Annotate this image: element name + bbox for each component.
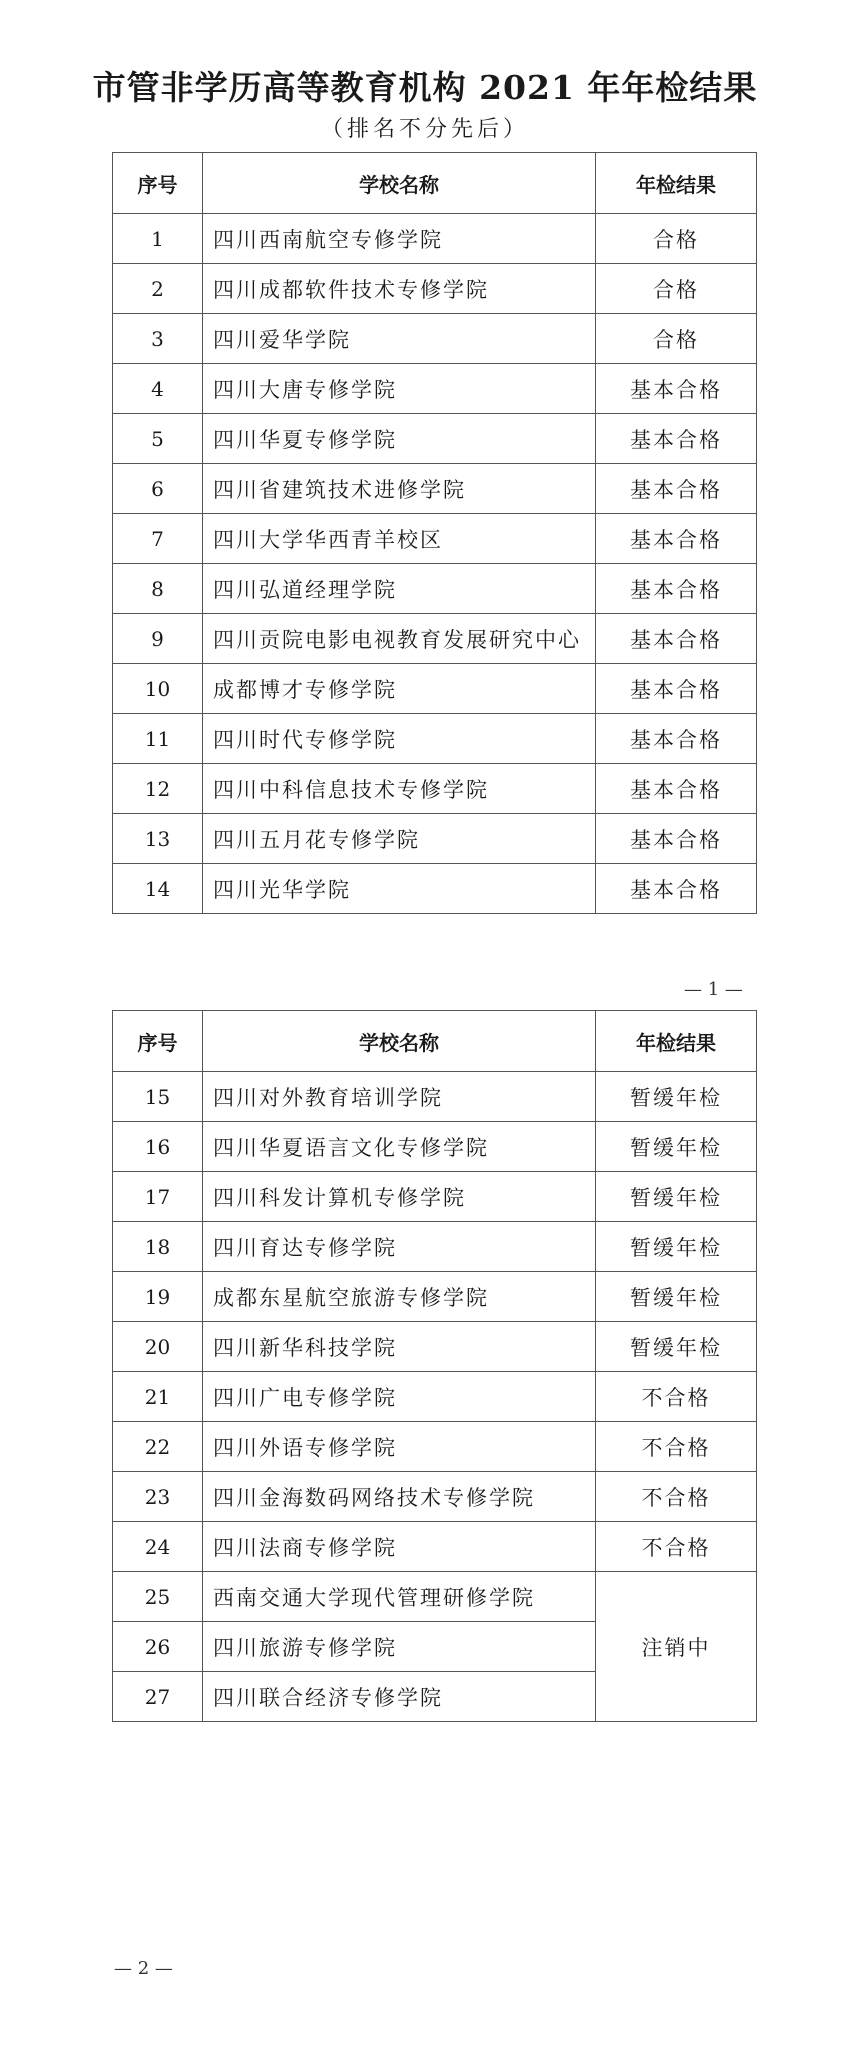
cell-inspection-result: 基本合格	[596, 364, 757, 414]
cell-school-name: 四川广电专修学院	[203, 1372, 596, 1422]
cell-school-name: 四川成都软件技术专修学院	[203, 264, 596, 314]
cell-serial-number: 8	[113, 564, 203, 614]
cell-serial-number: 22	[113, 1422, 203, 1472]
results-table-page-1	[112, 152, 757, 914]
cell-serial-number: 20	[113, 1322, 203, 1372]
table-row	[113, 1072, 757, 1122]
cell-school-name: 成都东星航空旅游专修学院	[203, 1272, 596, 1322]
cell-serial-number: 5	[113, 414, 203, 464]
cell-school-name: 四川新华科技学院	[203, 1322, 596, 1372]
cell-school-name: 四川中科信息技术专修学院	[203, 764, 596, 814]
table-row	[113, 1322, 757, 1372]
cell-school-name: 四川时代专修学院	[203, 714, 596, 764]
cell-inspection-result: 合格	[596, 214, 757, 264]
header-serial-number: 序号	[113, 153, 203, 214]
table-row	[113, 1172, 757, 1222]
page-number-2: — 2 —	[114, 1958, 173, 1979]
cell-inspection-result: 暂缓年检	[596, 1072, 757, 1122]
cell-school-name: 四川弘道经理学院	[203, 564, 596, 614]
cell-serial-number: 4	[113, 364, 203, 414]
table-row	[113, 314, 757, 364]
header-serial-number: 序号	[113, 1011, 203, 1072]
cell-inspection-result: 不合格	[596, 1472, 757, 1522]
cell-serial-number: 21	[113, 1372, 203, 1422]
cell-serial-number: 6	[113, 464, 203, 514]
cell-inspection-result: 基本合格	[596, 414, 757, 464]
cell-school-name: 四川华夏语言文化专修学院	[203, 1122, 596, 1172]
cell-school-name: 四川金海数码网络技术专修学院	[203, 1472, 596, 1522]
cell-inspection-result: 暂缓年检	[596, 1122, 757, 1172]
table-header-row	[113, 1011, 757, 1072]
cell-serial-number: 3	[113, 314, 203, 364]
cell-school-name: 四川外语专修学院	[203, 1422, 596, 1472]
cell-serial-number: 23	[113, 1472, 203, 1522]
cell-school-name: 四川光华学院	[203, 864, 596, 914]
table-row	[113, 1422, 757, 1472]
cell-inspection-result: 暂缓年检	[596, 1222, 757, 1272]
cell-inspection-result: 基本合格	[596, 664, 757, 714]
table-row	[113, 264, 757, 314]
cell-school-name: 四川五月花专修学院	[203, 814, 596, 864]
cell-serial-number: 26	[113, 1622, 203, 1672]
page-number-1: — 1 —	[684, 979, 743, 1000]
table-row	[113, 1572, 757, 1622]
cell-inspection-result: 基本合格	[596, 864, 757, 914]
cell-serial-number: 17	[113, 1172, 203, 1222]
cell-inspection-result: 不合格	[596, 1422, 757, 1472]
cell-serial-number: 1	[113, 214, 203, 264]
table-row	[113, 814, 757, 864]
cell-inspection-result: 合格	[596, 264, 757, 314]
cell-school-name: 四川华夏专修学院	[203, 414, 596, 464]
cell-serial-number: 7	[113, 514, 203, 564]
table-row	[113, 464, 757, 514]
cell-serial-number: 9	[113, 614, 203, 664]
table-row	[113, 664, 757, 714]
table-row	[113, 414, 757, 464]
cell-school-name: 四川育达专修学院	[203, 1222, 596, 1272]
header-inspection-result: 年检结果	[596, 1011, 757, 1072]
document-title: 市管非学历高等教育机构 2021 年年检结果	[92, 68, 758, 107]
table-row	[113, 1272, 757, 1322]
cell-inspection-result: 暂缓年检	[596, 1172, 757, 1222]
header-school-name: 学校名称	[203, 153, 596, 214]
cell-serial-number: 16	[113, 1122, 203, 1172]
cell-inspection-result: 基本合格	[596, 564, 757, 614]
cell-school-name: 四川对外教育培训学院	[203, 1072, 596, 1122]
cell-serial-number: 13	[113, 814, 203, 864]
header-inspection-result: 年检结果	[596, 153, 757, 214]
cell-inspection-result: 基本合格	[596, 814, 757, 864]
cell-school-name: 西南交通大学现代管理研修学院	[203, 1572, 596, 1622]
cell-serial-number: 11	[113, 714, 203, 764]
cell-school-name: 四川联合经济专修学院	[203, 1672, 596, 1722]
cell-inspection-result: 暂缓年检	[596, 1322, 757, 1372]
cell-serial-number: 2	[113, 264, 203, 314]
document-subtitle: （排名不分先后）	[320, 117, 529, 142]
cell-school-name: 四川大学华西青羊校区	[203, 514, 596, 564]
cell-serial-number: 15	[113, 1072, 203, 1122]
table-row	[113, 714, 757, 764]
table-row	[113, 564, 757, 614]
cell-serial-number: 14	[113, 864, 203, 914]
cell-school-name: 四川法商专修学院	[203, 1522, 596, 1572]
cell-school-name: 四川科发计算机专修学院	[203, 1172, 596, 1222]
cell-serial-number: 25	[113, 1572, 203, 1622]
cell-inspection-result: 不合格	[596, 1522, 757, 1572]
cell-serial-number: 18	[113, 1222, 203, 1272]
cell-serial-number: 24	[113, 1522, 203, 1572]
cell-school-name: 四川西南航空专修学院	[203, 214, 596, 264]
cell-inspection-result: 暂缓年检	[596, 1272, 757, 1322]
cell-school-name: 四川贡院电影电视教育发展研究中心	[203, 614, 596, 664]
header-school-name: 学校名称	[203, 1011, 596, 1072]
cell-inspection-result: 合格	[596, 314, 757, 364]
table-row	[113, 1222, 757, 1272]
cell-inspection-result: 基本合格	[596, 514, 757, 564]
cell-school-name: 四川旅游专修学院	[203, 1622, 596, 1672]
table-row	[113, 1122, 757, 1172]
table-row	[113, 614, 757, 664]
table-row	[113, 514, 757, 564]
cell-serial-number: 19	[113, 1272, 203, 1322]
cell-serial-number: 27	[113, 1672, 203, 1722]
table-row	[113, 364, 757, 414]
table-row	[113, 1372, 757, 1422]
table-row	[113, 864, 757, 914]
cell-inspection-result: 基本合格	[596, 614, 757, 664]
cell-inspection-result: 不合格	[596, 1372, 757, 1422]
cell-inspection-result: 注销中	[596, 1572, 757, 1722]
table-header-row	[113, 153, 757, 214]
table-row	[113, 1472, 757, 1522]
cell-inspection-result: 基本合格	[596, 764, 757, 814]
cell-school-name: 成都博才专修学院	[203, 664, 596, 714]
cell-school-name: 四川省建筑技术进修学院	[203, 464, 596, 514]
cell-inspection-result: 基本合格	[596, 714, 757, 764]
cell-school-name: 四川爱华学院	[203, 314, 596, 364]
table-row	[113, 214, 757, 264]
results-table-page-2	[112, 1010, 757, 1722]
table-row	[113, 1522, 757, 1572]
cell-school-name: 四川大唐专修学院	[203, 364, 596, 414]
cell-serial-number: 10	[113, 664, 203, 714]
cell-serial-number: 12	[113, 764, 203, 814]
table-row	[113, 764, 757, 814]
cell-inspection-result: 基本合格	[596, 464, 757, 514]
